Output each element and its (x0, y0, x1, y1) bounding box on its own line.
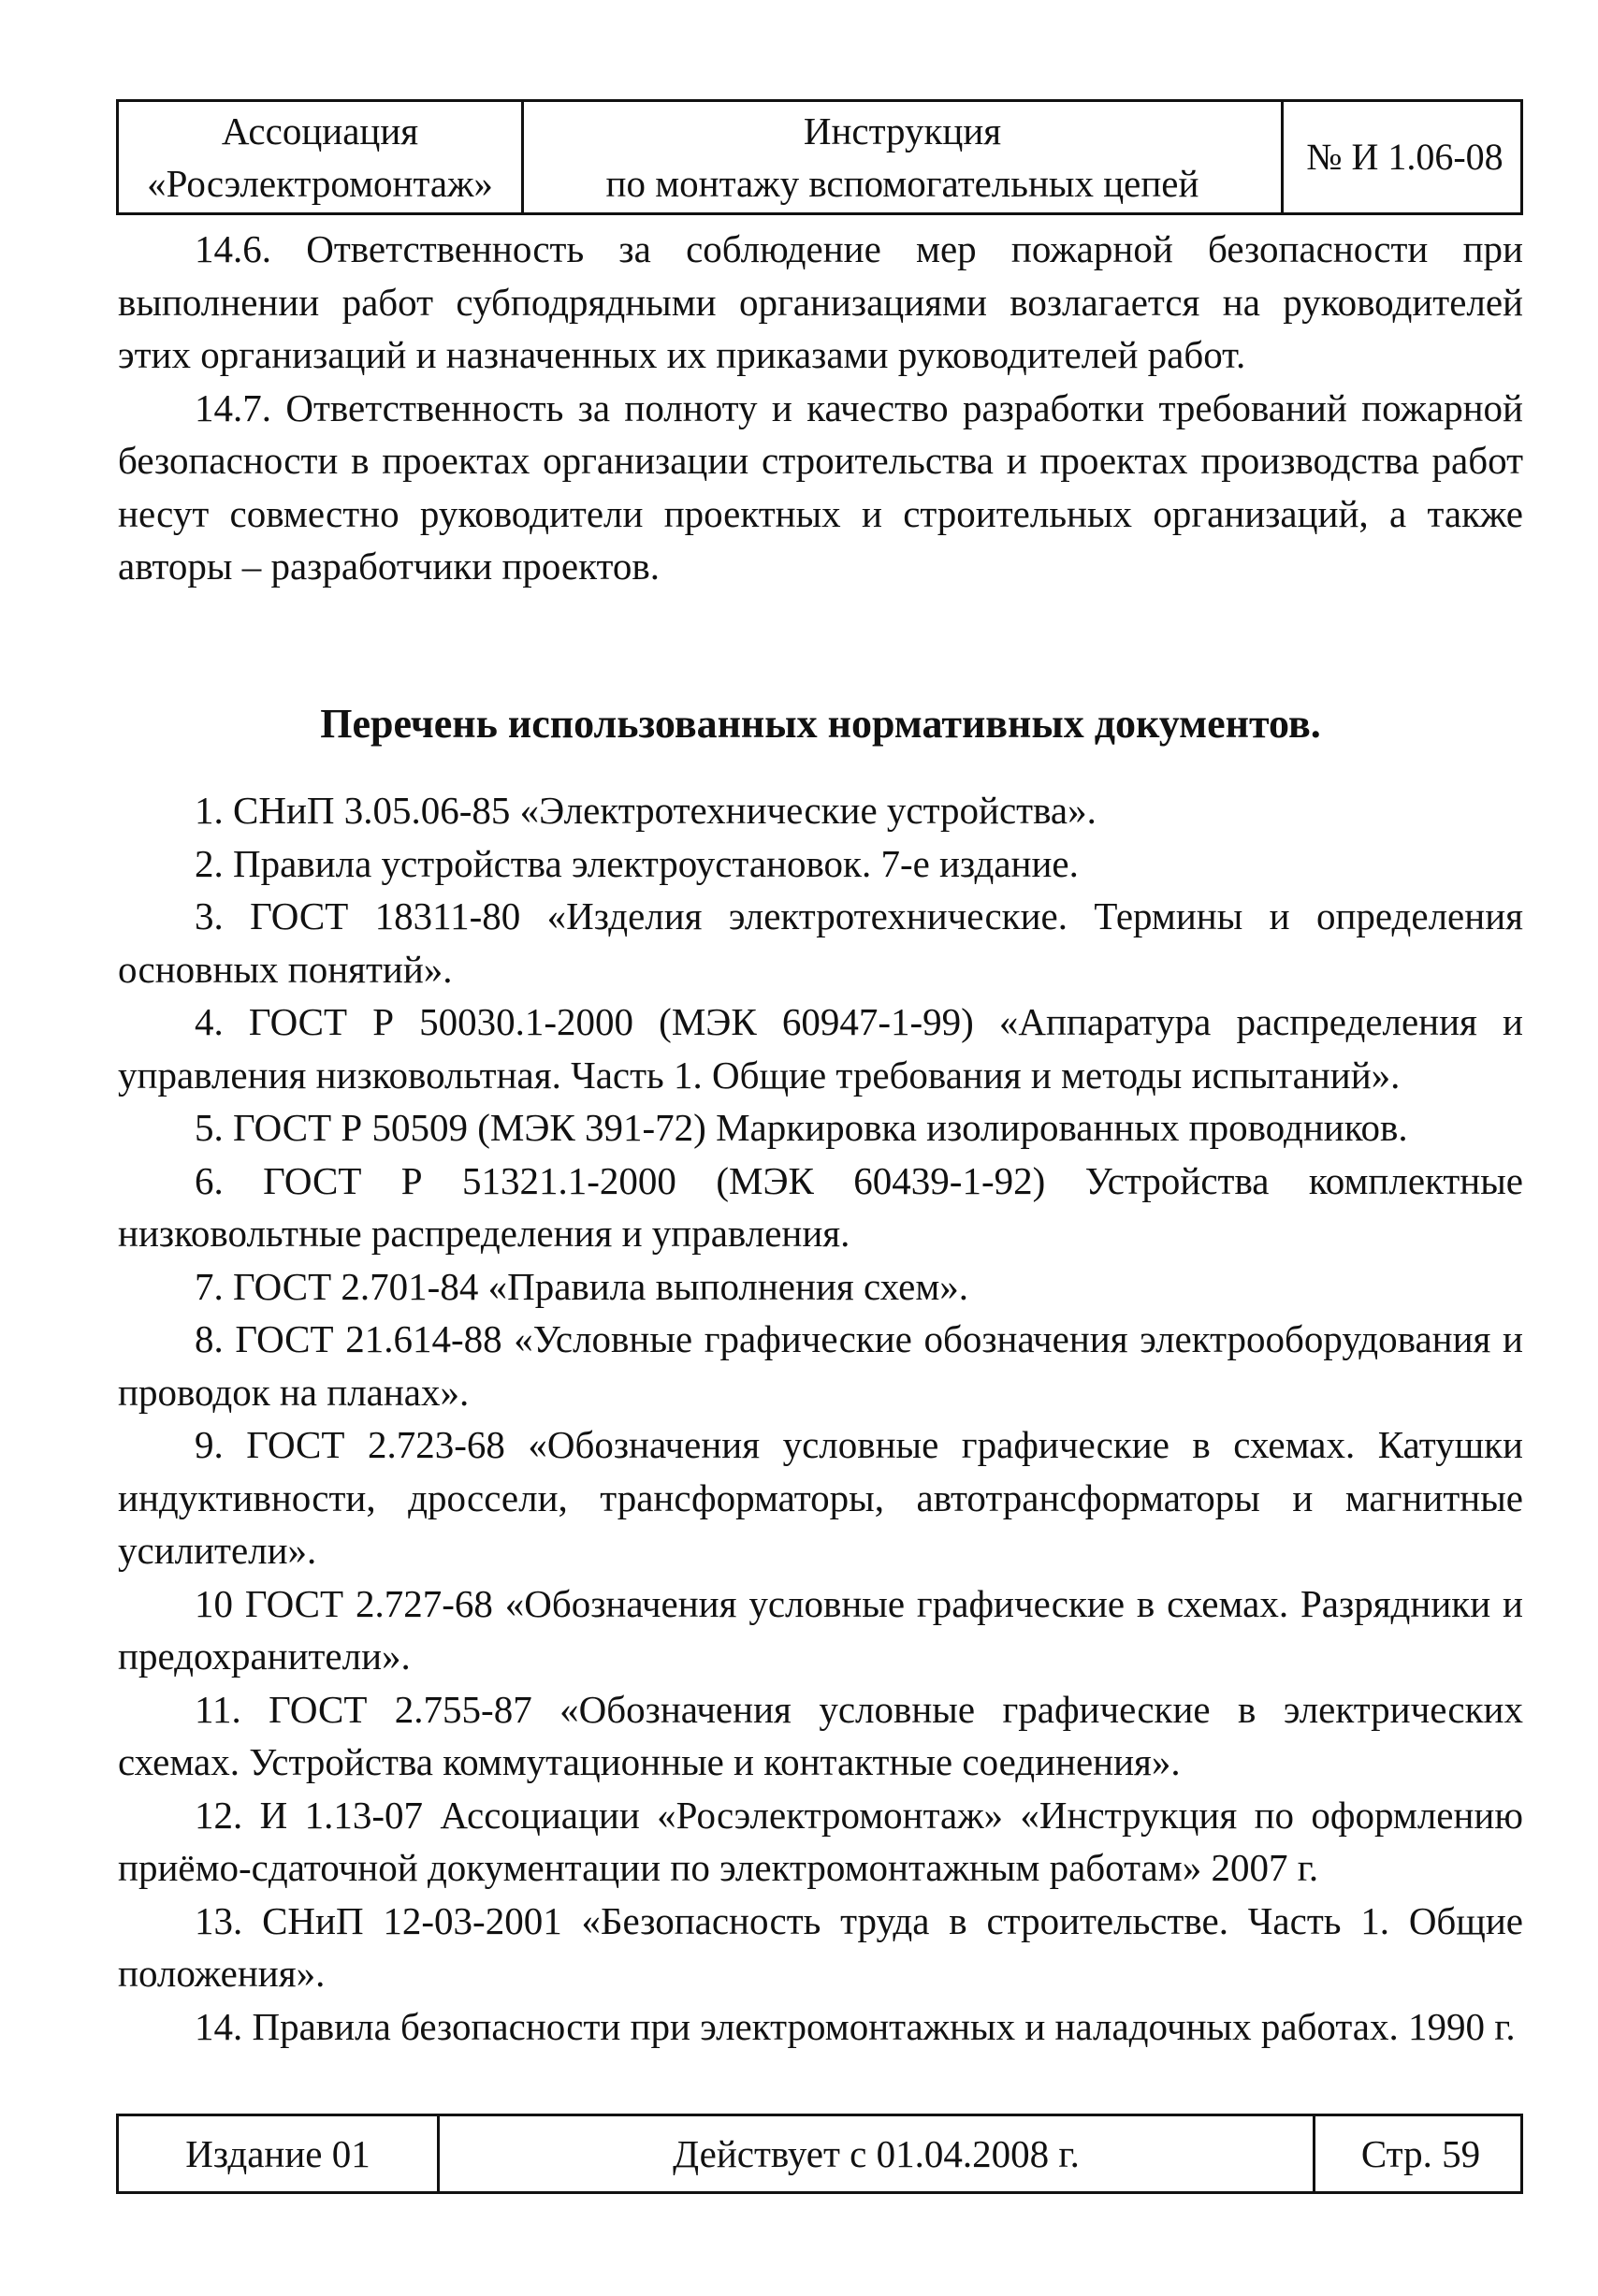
paragraph-14-6: 14.6. Ответственность за соблюдение мер пожарной безопасности при выполнении работ субподрядными организациями возлагается на руководителей этих организаций и назначенных их приказами руководителей работ. (118, 227, 1523, 376)
reference-item: 8. ГОСТ 21.614-88 «Условные графические обозначения электрооборудования и проводок на планах». (118, 1317, 1523, 1414)
reference-item: 7. ГОСТ 2.701-84 «Правила выполнения схем». (195, 1264, 969, 1308)
reference-item: 13. СНиП 12-03-2001 «Безопасность труда в строительстве. Часть 1. Общие положения». (118, 1898, 1523, 1995)
reference-item: 10 ГОСТ 2.727-68 «Обозначения условные графические в схемах. Разрядники и предохранители». (118, 1581, 1523, 1678)
reference-item: 6. ГОСТ Р 51321.1-2000 (МЭК 60439-1-92) Устройства комплектные низковольтные распределения и управления. (118, 1158, 1523, 1255)
reference-item: 9. ГОСТ 2.723-68 «Обозначения условные графические в схемах. Катушки индуктивности, дроссели, трансформаторы, автотрансформаторы и магнитные усилители». (118, 1423, 1523, 1572)
reference-item: 4. ГОСТ Р 50030.1-2000 (МЭК 60947-1-99) «Аппаратура распределения и управления низковольтная. Часть 1. Общие требования и методы испытаний». (118, 1000, 1523, 1097)
header-org-line2: «Росэлектромонтаж» (147, 162, 493, 205)
header-title-line1: Инструкция (803, 109, 1002, 153)
reference-item: 14. Правила безопасности при электромонтажных и наладочных работах. 1990 г. (195, 2004, 1516, 2048)
header-org-line1: Ассоциация (221, 109, 419, 153)
reference-item: 1. СНиП 3.05.06-85 «Электротехнические устройства». (195, 789, 1097, 832)
header-title-line2: по монтажу вспомогательных цепей (605, 162, 1199, 205)
footer-page-number: Стр. 59 (1313, 2116, 1526, 2191)
footer-effective-date: Действует с 01.04.2008 г. (437, 2116, 1313, 2191)
paragraph-14-7: 14.7. Ответственность за полноту и качество разработки требований пожарной безопасности в проектах организации строительства и проектах производства работ несут совместно руководители проектных и строительных организаций, а также авторы – разработчики проектов. (118, 385, 1523, 588)
reference-item: 3. ГОСТ 18311-80 «Изделия электротехнические. Термины и определения основных понятий». (118, 894, 1523, 991)
header-doc-number (1281, 102, 1526, 212)
reference-item: 5. ГОСТ Р 50509 (МЭК 391-72) Маркировка изолированных проводников. (195, 1106, 1408, 1149)
reference-item: 11. ГОСТ 2.755-87 «Обозначения условные графические в электрических схемах. Устройства коммутационные и контактные соединения». (118, 1687, 1523, 1783)
header-table (116, 99, 1523, 215)
references-heading: Перечень использованных нормативных документов. (320, 700, 1321, 747)
page-body (118, 223, 1523, 2053)
footer-edition: Издание 01 (185, 2132, 370, 2175)
reference-item: 12. И 1.13-07 Ассоциации «Росэлектромонтаж» «Инструкция по оформлению приёмо-сдаточной документации по электромонтажным работам» 2007 г. (118, 1793, 1523, 1889)
header-title (521, 102, 1281, 212)
header-organization (119, 102, 521, 212)
references-list (118, 784, 1523, 2053)
footer-table (116, 2114, 1523, 2194)
doc-number: № И 1.06-08 (1306, 136, 1504, 178)
reference-item: 2. Правила устройства электроустановок. 7-е издание. (195, 841, 1079, 885)
